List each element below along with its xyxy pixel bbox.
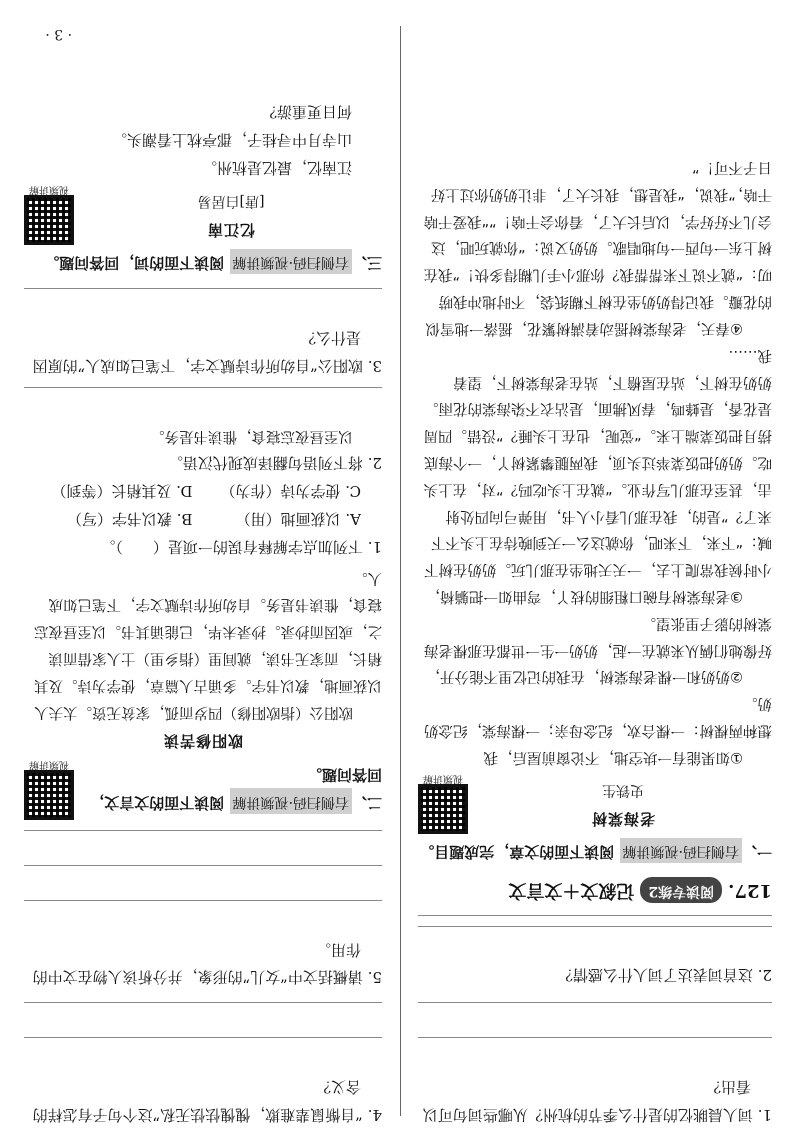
essay-paragraph: ③老海棠树有碗口粗细的枝丫，弯曲如一把躺椅，小时候我常爬上去，一天天地坐在那儿玩。奶奶在树下喊：“下来，下来吧，你就这么一天到晚待在上头不下来了？”是的，我在那儿看小人书，用弹弓向四处射击，甚至在那儿写作业。“就在上头吃吗？”对，在上头吃。奶奶把饭菜举过头顶，我两腿攀紧树丫，一个海底捞月把饭菜端上来。“觉呢，也在上头睡？”没错。四周是花香，是蜂鸣，春风拂面，是沾衣不染海棠的花雨。奶奶在树下，站在屋檐下，站在老海棠树下，望着我…… <box>423 346 772 605</box>
poem-author: [唐]白居易 <box>197 192 265 209</box>
answer-line[interactable] <box>24 865 382 894</box>
option-list <box>24 476 361 532</box>
qr-block[interactable] <box>24 183 74 245</box>
qr-block[interactable] <box>24 758 74 820</box>
answer-line[interactable] <box>418 926 772 955</box>
section-header <box>418 873 772 915</box>
question: 1. 词人晨眺忆的是什么季节的杭州？从哪些词句可以看出？ <box>422 1078 772 1124</box>
essay-paragraph: ④春天，老海棠树摇动着满树繁花，摇落一地雪似的花瓣。我记得奶奶坐在树下糊纸袋，不时地冲我唠叨：“就不说下来帮帮我？你那小手儿糊得多快！”我在树上东一句西一句地唱歌。奶奶又说：“你就玩吧，这会儿不好好学，以后长大了，看你会干啥！”“我爱干啥干啥，”我说，“我是想，我长大了，非让奶奶你过上好日子不可！” <box>423 159 772 336</box>
option-b[interactable]: B. 教以书字（写） <box>66 509 193 528</box>
qr-code-icon[interactable] <box>24 770 74 820</box>
answer-line[interactable] <box>418 1003 772 1032</box>
question: 5. 请概括文中“女儿”的形象，并分析该人物在文中的作用。 <box>32 940 382 987</box>
qr-label: 视频讲解 <box>423 772 463 784</box>
classical-text: 欧阳公（指欧阳修）四岁而孤，家贫无资。太夫人以荻画地，教以书字。多诵古人篇章，使学为诗。及其稍长，而家无书读，就闾里（指乡里）士人家借而读之，或因而抄录。抄录未毕，已能诵其书。以至昼夜忘寝食，惟读书是务。自幼所作诗赋文字，下笔已如成人。 <box>34 569 382 720</box>
part-heading: 二、右侧扫码·视频讲解 阅读下面的文言文，回答问题。 <box>89 766 382 812</box>
option-d[interactable]: D. 及其稍长（等到） <box>51 482 193 501</box>
essay-paragraph: ②奶奶和一棵老海棠树，在我的记忆里不能分开，好像她们俩从来就在一起，奶奶一生一世都在那棵老海棠树的影子里张望。 <box>424 614 772 685</box>
column-divider <box>400 26 401 1116</box>
poem-line: 山寺月中寻桂子，郡亭枕上看潮头。 <box>111 131 352 150</box>
answer-line[interactable] <box>24 830 382 859</box>
question: 1. 下列加点字解释有误的一项是（ ）。 <box>100 537 382 556</box>
poem-title: 忆江南 <box>207 220 256 239</box>
section-number: 127. <box>728 879 772 901</box>
qr-code-icon[interactable] <box>418 784 468 834</box>
right-column <box>18 0 390 1146</box>
qr-label: 视频讲解 <box>29 759 69 770</box>
left-column <box>410 0 780 1146</box>
answer-line[interactable] <box>24 288 382 317</box>
section-badge: 阅读专练2 <box>640 877 722 903</box>
essay-title: 老海棠树 <box>591 809 656 828</box>
answer-line[interactable] <box>24 387 382 416</box>
answer-line[interactable] <box>418 1038 772 1067</box>
essay-author: 史铁生 <box>602 781 644 798</box>
part-heading: 一、右侧扫码·视频讲解 阅读下面的文章，完成题目。 <box>418 838 772 866</box>
video-tag: 右侧扫码·视频讲解 <box>230 249 352 275</box>
qr-block[interactable] <box>418 772 468 834</box>
answer-line[interactable] <box>24 900 382 929</box>
poem-line: 何日更重游？ <box>261 103 352 122</box>
option-c[interactable]: C. 使学为诗（作为） <box>220 482 361 501</box>
translate-sentence: 以至昼夜忘寝食，惟读书是务。 <box>150 427 353 444</box>
essay-paragraph: ①如果能有一块空地，不论窗前屋后，我想种两棵树：一棵合欢，纪念母亲；一棵海棠，纪念奶奶。 <box>424 695 772 765</box>
poem-line: 江南忆，最忆是杭州。 <box>201 158 352 177</box>
question: 3. 欧阳公“自幼所作诗赋文字，下笔已如成人”的原因是什么？ <box>32 329 382 375</box>
section-title: 记叙文＋文言文 <box>508 879 635 901</box>
qr-code-icon[interactable] <box>24 195 74 245</box>
video-tag: 右侧扫码·视频讲解 <box>620 838 742 864</box>
page-number: · 3 · <box>45 26 72 42</box>
answer-line[interactable] <box>24 1003 382 1032</box>
question: 4. “自惭鼠辈难欺，愧愧怯怯无私”这个句子有怎样的含义？ <box>32 1078 382 1124</box>
qr-label: 视频讲解 <box>29 183 69 195</box>
video-tag: 右侧扫码·视频讲解 <box>230 788 352 814</box>
part-heading: 三、右侧扫码·视频讲解 阅读下面的词，回答问题。 <box>24 249 382 277</box>
answer-line[interactable] <box>24 1038 382 1067</box>
question: 2. 将下列语句翻译成现代汉语。 <box>167 454 382 473</box>
option-a[interactable]: A. 以荻画地（用） <box>235 509 361 528</box>
text-title: 欧阳修苦读 <box>163 732 244 751</box>
question: 2. 这首词表达了词人什么感情？ <box>557 966 772 985</box>
